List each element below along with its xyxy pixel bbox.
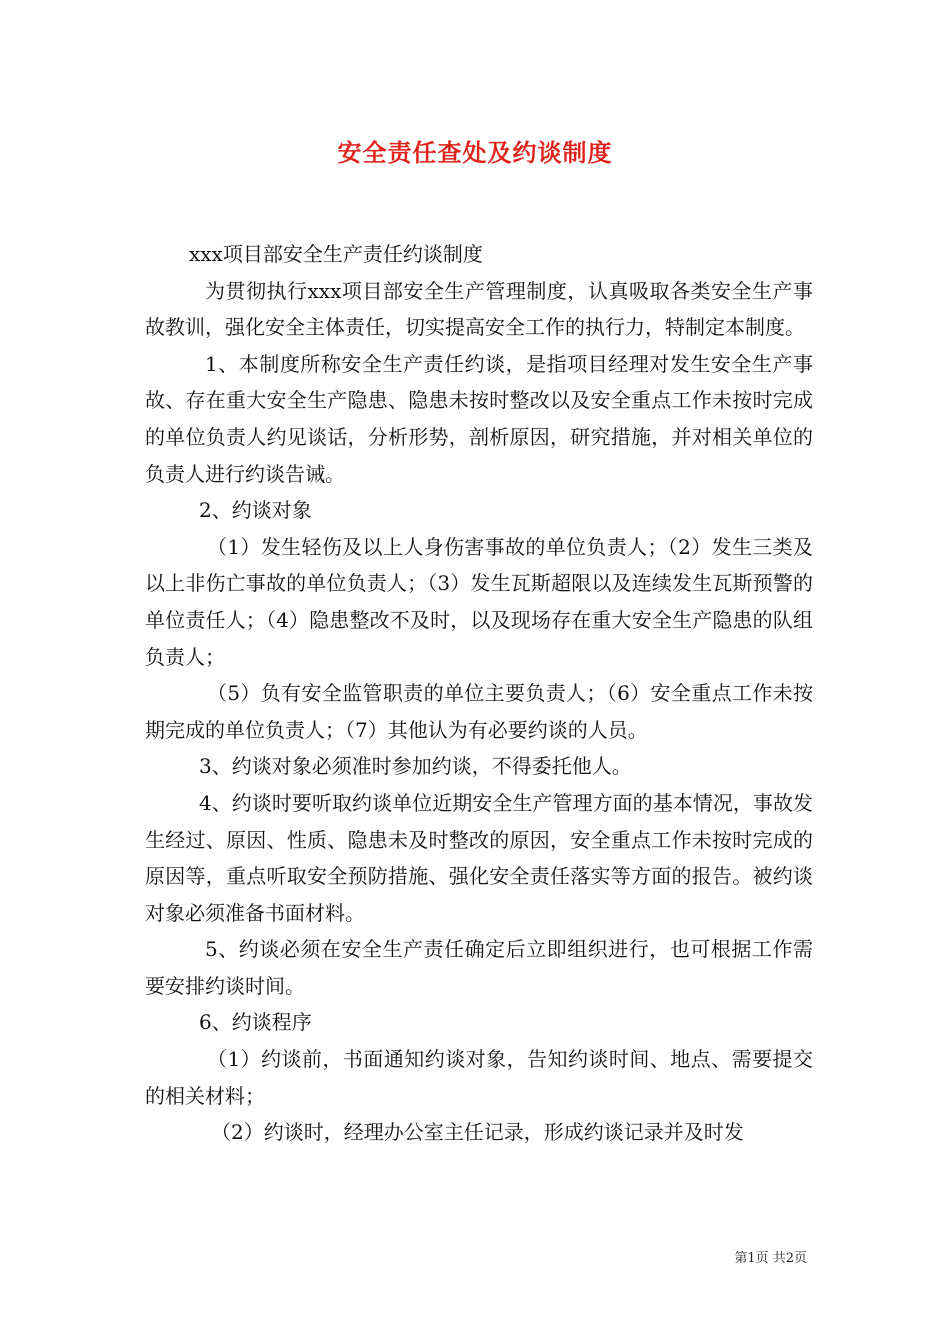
paragraph-clause-1: 1、本制度所称安全生产责任约谈，是指项目经理对发生安全生产事故、存在重大安全生产隐患、隐患未按时整改以及安全重点工作未按时完成的单位负责人约见谈话，分析形势，剖析原因，研究措施，并对相关单位的负责人进行约谈告诫。: [145, 351, 813, 486]
paragraph-clause-2-items-a: （1）发生轻伤及以上人身伤害事故的单位负责人；（2）发生三类及以上非伤亡事故的单位负责人；（3）发生瓦斯超限以及连续发生瓦斯预警的单位责任人；（4）隐患整改不及时，以及现场存在重大安全生产隐患的队组负责人；: [145, 534, 813, 669]
paragraph-clause-2-items-b: （5）负有安全监管职责的单位主要负责人；（6）安全重点工作未按期完成的单位负责人；（7）其他认为有必要约谈的人员。: [145, 681, 813, 742]
paragraph-clause-4: 4、约谈时要听取约谈单位近期安全生产管理方面的基本情况，事故发生经过、原因、性质、隐患未及时整改的原因，安全重点工作未按时完成的原因等，重点听取安全预防措施、强化安全责任落实等方面的报告。被约谈对象必须准备书面材料。: [145, 790, 813, 925]
paragraph-clause-2-heading: 2、约谈对象: [199, 498, 312, 523]
paragraph-clause-6-step-1: （1）约谈前，书面通知约谈对象，告知约谈时间、地点、需要提交的相关材料；: [145, 1047, 813, 1108]
paragraph-clause-6-heading: 6、约谈程序: [199, 1010, 312, 1035]
paragraph-clause-6-step-2: （2）约谈时，经理办公室主任记录，形成约谈记录并及时发: [211, 1120, 744, 1145]
document-subtitle: xxx项目部安全生产责任约谈制度: [189, 242, 483, 266]
paragraph-clause-3: 3、约谈对象必须准时参加约谈，不得委托他人。: [199, 754, 632, 779]
document-title: 安全责任查处及约谈制度: [337, 138, 613, 167]
page-number: 第1页 共2页: [734, 1251, 807, 1266]
paragraph-intro: 为贯彻执行xxx项目部安全生产管理制度，认真吸取各类安全生产事故教训，强化安全主体责任，切实提高安全工作的执行力，特制定本制度。: [145, 278, 813, 340]
document-body: [145, 236, 813, 1151]
paragraph-clause-5: 5、约谈必须在安全生产责任确定后立即组织进行，也可根据工作需要安排约谈时间。: [145, 937, 813, 998]
